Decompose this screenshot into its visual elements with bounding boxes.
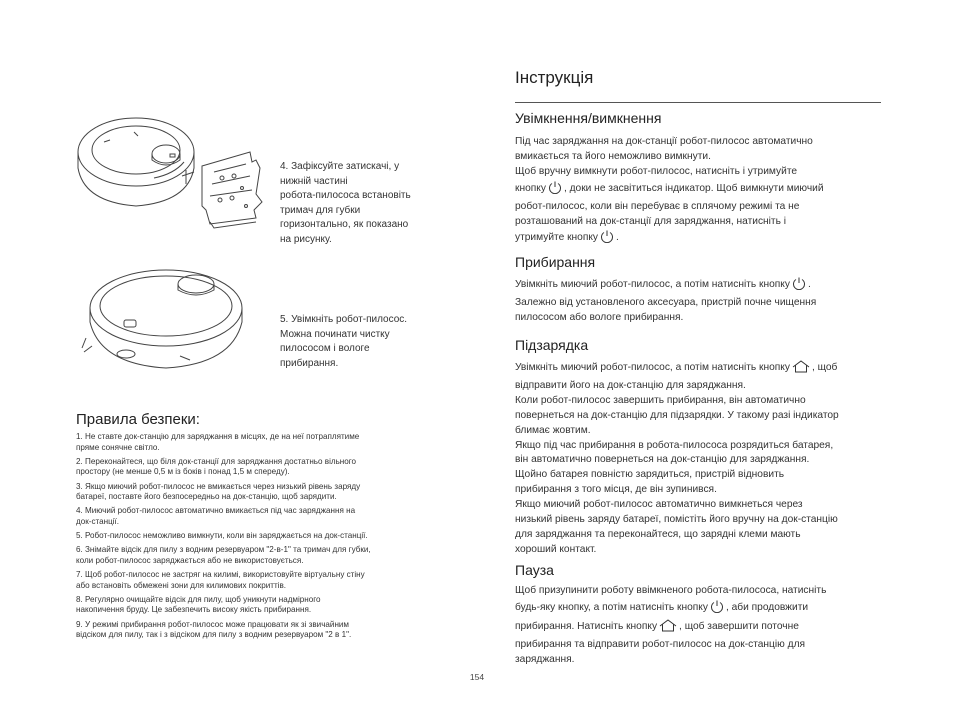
- home-button-icon: [792, 360, 810, 379]
- safety-title: Правила безпеки:: [76, 411, 200, 428]
- power-button-icon: [548, 180, 562, 200]
- power-button-icon: [600, 229, 614, 249]
- list-item: 9. У режимі прибирання робот-пилосос може працювати як зі звичайним відсіком для пилу, так і з відсіком для пилу з водним резервуаром "2 в 1".: [76, 619, 352, 640]
- list-item: 5. Робот-пилосос неможливо вимкнути, коли він заряджається на док-станції.: [76, 531, 368, 541]
- title-divider: [515, 102, 881, 103]
- safety-list: [76, 432, 456, 644]
- instructions-column: [515, 68, 881, 88]
- page-number: 154: [469, 672, 485, 682]
- home-button-icon: [659, 619, 677, 638]
- list-item: 2. Переконайтеся, що біля док-станції для заряджання достатньо вільного простору (не менше 0,5 м із боків і понад 1,5 м спереду).: [76, 456, 357, 477]
- list-item: 1. Не ставте док-станцію для заряджання в місцях, де на неї потраплятиме пряме сонячне світло.: [76, 432, 360, 452]
- section-body-power: Під час заряджання на док-станції робот-пилосос автоматично вмикається та його неможливо вимкнути. Щоб вручну вимкнути робот-пилосос, натисніть і утримуйте кнопку , доки не засвітиться індикатор. Щоб вимкнути миючий робот-пилосос, коли він перебуває в сплячому режимі та не розташований на док-станції для заряджання, натисніть і утримуйте кнопку .: [515, 135, 885, 249]
- step4-caption: 4. Зафіксуйте затискачі, у нижній частині робота-пилососа встановіть тримач для губки горизонтально, як показано на рисунку.: [280, 161, 411, 245]
- robot-sponge-holder-illustration: [74, 110, 274, 240]
- section-body-cleaning: Увімкніть миючий робот-пилосос, а потім натисніть кнопку . Залежно від установленого аксесуара, пристрій почне чищення пилососом або вологе прибирання.: [515, 276, 885, 326]
- list-item: 4. Миючий робот-пилосос автоматично вмикається під час заряджання на док-станції.: [76, 506, 356, 526]
- section-body-pause: Щоб призупинити роботу ввімкненого робота-пилососа, натисніть будь-яку кнопку, а потім натисніть кнопку , аби продовжити прибирання. Натисніть кнопку , щоб завершити поточне прибирання та відправити робот-пилосос на док-станцію для заряджання.: [515, 585, 827, 665]
- robot-vacuum-illustration: [80, 262, 260, 378]
- section-title-charging: Підзарядка: [515, 337, 589, 353]
- list-item: 3. Якщо миючий робот-пилосос не вмикається через низький рівень заряду батареї, поставте його безпосередньо на док-станцію, щоб зарядити.: [76, 481, 361, 502]
- section-title-power: Увімкнення/вимкнення: [515, 110, 662, 126]
- section-body-charging: Увімкніть миючий робот-пилосос, а потім натисніть кнопку , щоб відправити його на док-станцію для заряджання. Коли робот-пилосос завершить прибирання, він автоматично повернеться на док-станцію для підзарядки. У такому разі індикатор блимає жовтим. Якщо під час прибирання в робота-пилососа розрядиться батарея, він автоматично повернеться на док-станцію для заряджання. Щойно батарея повністю зарядиться, пристрій відновить прибирання з того місця, де він зупинився. Якщо миючий робот-пилосос автоматично вимкнеться через низький рівень заряду батареї, помістіть його вручну на док-станцію для заряджання та переконайтеся, що зарядні клеми мають хороший контакт.: [515, 362, 839, 555]
- power-button-icon: [710, 599, 724, 619]
- list-item: 7. Щоб робот-пилосос не застряг на килимі, використовуйте віртуальну стіну або встановіть обмежені зони для килимових покриттів.: [76, 570, 365, 590]
- section-title-pause: Пауза: [515, 562, 554, 578]
- section-title-cleaning: Прибирання: [515, 254, 596, 270]
- power-button-icon: [792, 276, 806, 296]
- step5-caption: 5. Увімкніть робот-пилосос. Можна починати чистку пилососом і вологе прибирання.: [280, 314, 408, 369]
- list-item: 6. Знімайте відсік для пилу з водним резервуаром "2-в-1" та тримач для губки, коли робот-пилосос заряджається або не використовується.: [76, 545, 371, 565]
- page-title: Інструкція: [515, 68, 594, 87]
- list-item: 8. Регулярно очищайте відсік для пилу, щоб уникнути надмірного накопичення бруду. Це забезпечить високу якість прибирання.: [76, 594, 321, 615]
